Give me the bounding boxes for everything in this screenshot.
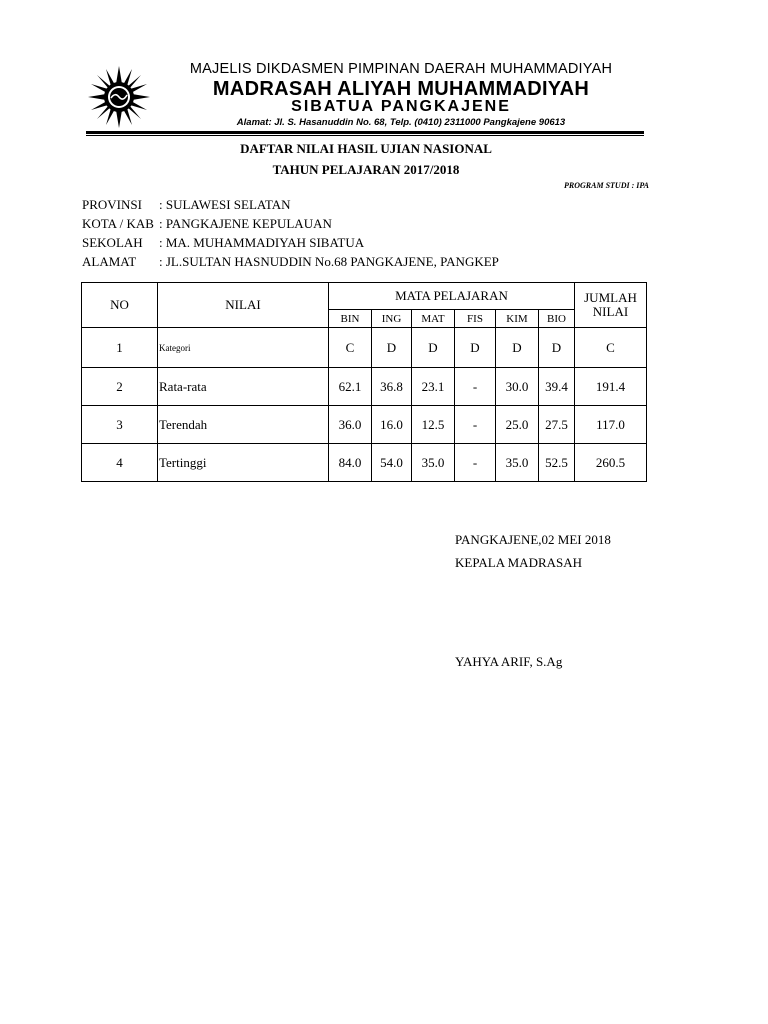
table-row [82,368,647,406]
row-no: 3 [82,406,158,444]
cell-fis: D [455,328,496,368]
info-value: : PANGKAJENE KEPULAUAN [159,216,332,231]
letterhead-school-name: MADRASAH ALIYAH MUHAMMADIYAH [212,78,590,100]
document-title: DAFTAR NILAI HASIL UJIAN NASIONAL [240,141,492,156]
cell-ing: 36.8 [372,368,412,406]
info-key: SEKOLAH [82,235,143,250]
cell-kim: 30.0 [496,368,539,406]
table-header-row [82,283,647,310]
info-value: : JL.SULTAN HASNUDDIN No.68 PANGKAJENE, PANGKEP [159,254,499,269]
letterhead-rule-thin [86,135,644,136]
table-row [82,406,647,444]
row-no: 2 [82,368,158,406]
cell-kim: 25.0 [496,406,539,444]
subject-kim: KIM [496,310,539,328]
cell-bin: 36.0 [329,406,372,444]
row-label: Tertinggi [158,444,329,482]
cell-ing: 16.0 [372,406,412,444]
cell-bin: 62.1 [329,368,372,406]
info-key: KOTA / KAB [82,216,154,231]
table-row [82,444,647,482]
grades-table [81,282,647,482]
header-jumlah-line1: JUMLAH [584,290,637,305]
cell-kim: D [496,328,539,368]
subject-mat: MAT [412,310,455,328]
info-key: PROVINSI [82,197,142,212]
subject-fis: FIS [455,310,496,328]
signature-position: KEPALA MADRASAH [455,555,583,570]
info-value: : SULAWESI SELATAN [159,197,291,212]
cell-bin: 84.0 [329,444,372,482]
header-jumlah-line2: NILAI [592,304,629,319]
cell-mat: 12.5 [412,406,455,444]
cell-fis: - [455,444,496,482]
subject-bin: BIN [329,310,372,328]
info-sekolah [82,235,364,251]
signature-name: YAHYA ARIF, S.Ag [455,654,563,669]
cell-bin: C [329,328,372,368]
cell-bio: 39.4 [539,368,575,406]
cell-total: C [575,328,647,368]
cell-bio: 52.5 [539,444,575,482]
letterhead-organization: MAJELIS DIKDASMEN PIMPINAN DAERAH MUHAMMADIYAH [189,61,613,77]
cell-fis: - [455,406,496,444]
cell-bio: D [539,328,575,368]
cell-fis: - [455,368,496,406]
muhammadiyah-sun-logo-icon [86,64,152,130]
letterhead-location: SIBATUA PANGKAJENE [291,98,511,115]
cell-mat: 23.1 [412,368,455,406]
row-no: 4 [82,444,158,482]
header-nilai: NILAI [158,283,329,328]
row-label: Terendah [158,406,329,444]
cell-kim: 35.0 [496,444,539,482]
info-kota [82,216,332,232]
document-year: TAHUN PELAJARAN 2017/2018 [272,162,460,177]
header-jumlah-nilai [575,283,647,328]
row-no: 1 [82,328,158,368]
cell-mat: D [412,328,455,368]
subject-bio: BIO [539,310,575,328]
info-provinsi [82,197,291,213]
cell-ing: D [372,328,412,368]
subject-ing: ING [372,310,412,328]
cell-total: 191.4 [575,368,647,406]
cell-total: 260.5 [575,444,647,482]
cell-mat: 35.0 [412,444,455,482]
info-key: ALAMAT [82,254,137,269]
row-label: Kategori [158,328,329,368]
table-row [82,328,647,368]
row-label: Rata-rata [158,368,329,406]
program-label: PROGRAM STUDI : IPA [564,181,649,190]
cell-total: 117.0 [575,406,647,444]
letterhead-rule-thick [86,131,644,134]
info-alamat [82,254,499,270]
header-no: NO [82,283,158,328]
info-value: : MA. MUHAMMADIYAH SIBATUA [159,235,365,250]
signature-place-date: PANGKAJENE,02 MEI 2018 [455,532,611,547]
cell-bio: 27.5 [539,406,575,444]
cell-ing: 54.0 [372,444,412,482]
letterhead-address: Alamat: Jl. S. Hasanuddin No. 68, Telp. (0410) 2311000 Pangkajene 90613 [236,117,566,128]
header-mata-pelajaran: MATA PELAJARAN [329,283,575,310]
